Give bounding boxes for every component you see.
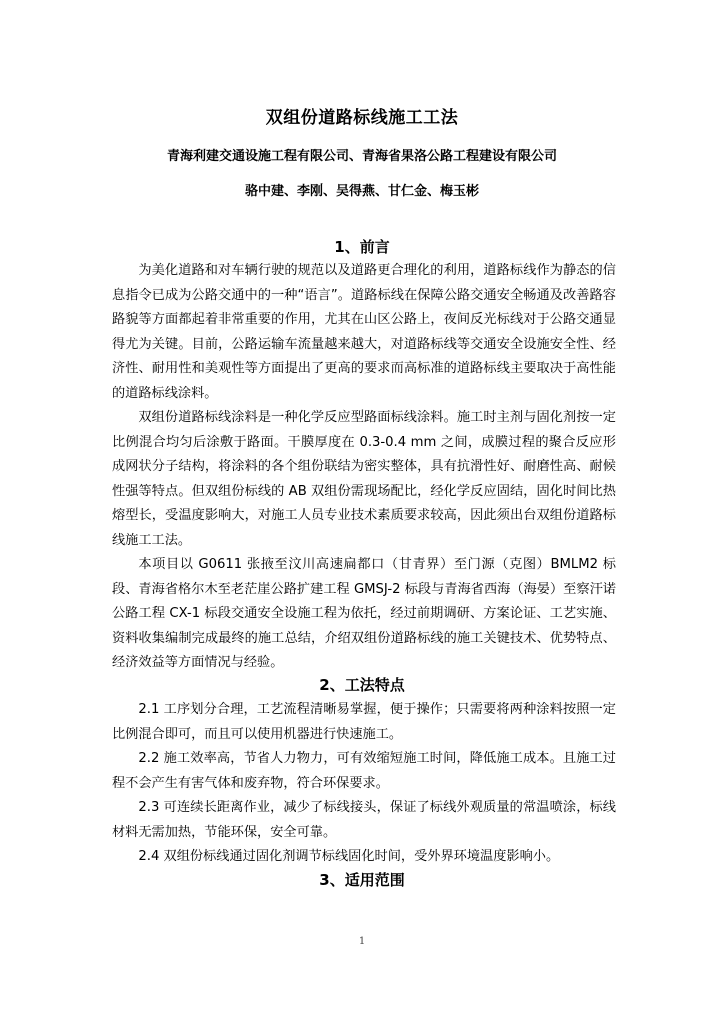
section-heading-2: 2、工法特点 <box>319 676 405 694</box>
company-line: 青海利建交通设施工程有限公司、青海省果洛公路工程建设有限公司 <box>166 149 557 164</box>
section-heading-3: 3、适用范围 <box>319 871 405 889</box>
paragraph: 2.1 工序划分合理，工艺流程清晰易掌握，便于操作；只需要将两种涂料按照一定比例混合即可，而且可以使用机器进行快速施工。 <box>112 702 616 742</box>
paragraph: 双组份道路标线涂料是一种化学反应型路面标线涂料。施工时主剂与固化剂按一定比例混合均匀后涂敷于路面。干膜厚度在 0.3-0.4 mm 之间，成膜过程的聚合反应形成网状分子结构，将涂料的各个组份联结为密实整体，具有抗滑性好、耐磨性高、耐候性强等特点。但双组份标线的 AB 双组份需现场配比，经化学反应固结，固化时间比热熔型长，受温度影响大，对施工人员专业技术素质要求较高，因此须出台双组份道路标线施工工法。 <box>112 410 616 548</box>
paragraph: 为美化道路和对车辆行驶的规范以及道路更合理化的利用，道路标线作为静态的信息指令已成为公路交通中的一种“语言”。道路标线在保障公路交通安全畅通及改善路容路貌等方面都起着非常重要的作用，尤其在山区公路上，夜间反光标线对于公路交通显得尤为关键。目前，公路运输车流量越来越大，对道路标线等交通安全设施安全性、经济性、耐用性和美观性等方面提出了更高的要求而高标准的道路标线主要取决于高性能的道路标线涂料。 <box>112 263 616 401</box>
section-heading-1: 1、前言 <box>334 238 390 256</box>
paragraph: 本项目以 G0611 张掖至汶川高速扁都口（甘青界）至门源（克图）BMLM2 标段、青海省格尔木至老茫崖公路扩建工程 GMSJ-2 标段与青海省西海（海晏）至察汗诺公路工程 CX-1 标段交通安全设施工程为依托，经过前期调研、方案论证、工艺实施、资料收集编制完成最终的施工总结，介绍双组份道路标线的施工关键技术、优势特点、经济效益等方面情况与经验。 <box>112 557 616 671</box>
paragraph: 2.4 双组份标线通过固化剂调节标线固化时间，受外界环境温度影响小。 <box>138 849 560 864</box>
document-title: 双组份道路标线施工工法 <box>265 108 459 128</box>
page-number: 1 <box>358 936 366 947</box>
paragraph: 2.3 可连续长距离作业，减少了标线接头，保证了标线外观质量的常温喷涂，标线材料无需加热，节能环保，安全可靠。 <box>112 800 616 840</box>
authors-line: 骆中建、李刚、吴得燕、甘仁金、梅玉彬 <box>244 184 479 199</box>
paragraph: 2.2 施工效率高，节省人力物力，可有效缩短施工时间，降低施工成本。且施工过程不会产生有害气体和废弃物，符合环保要求。 <box>112 751 616 791</box>
